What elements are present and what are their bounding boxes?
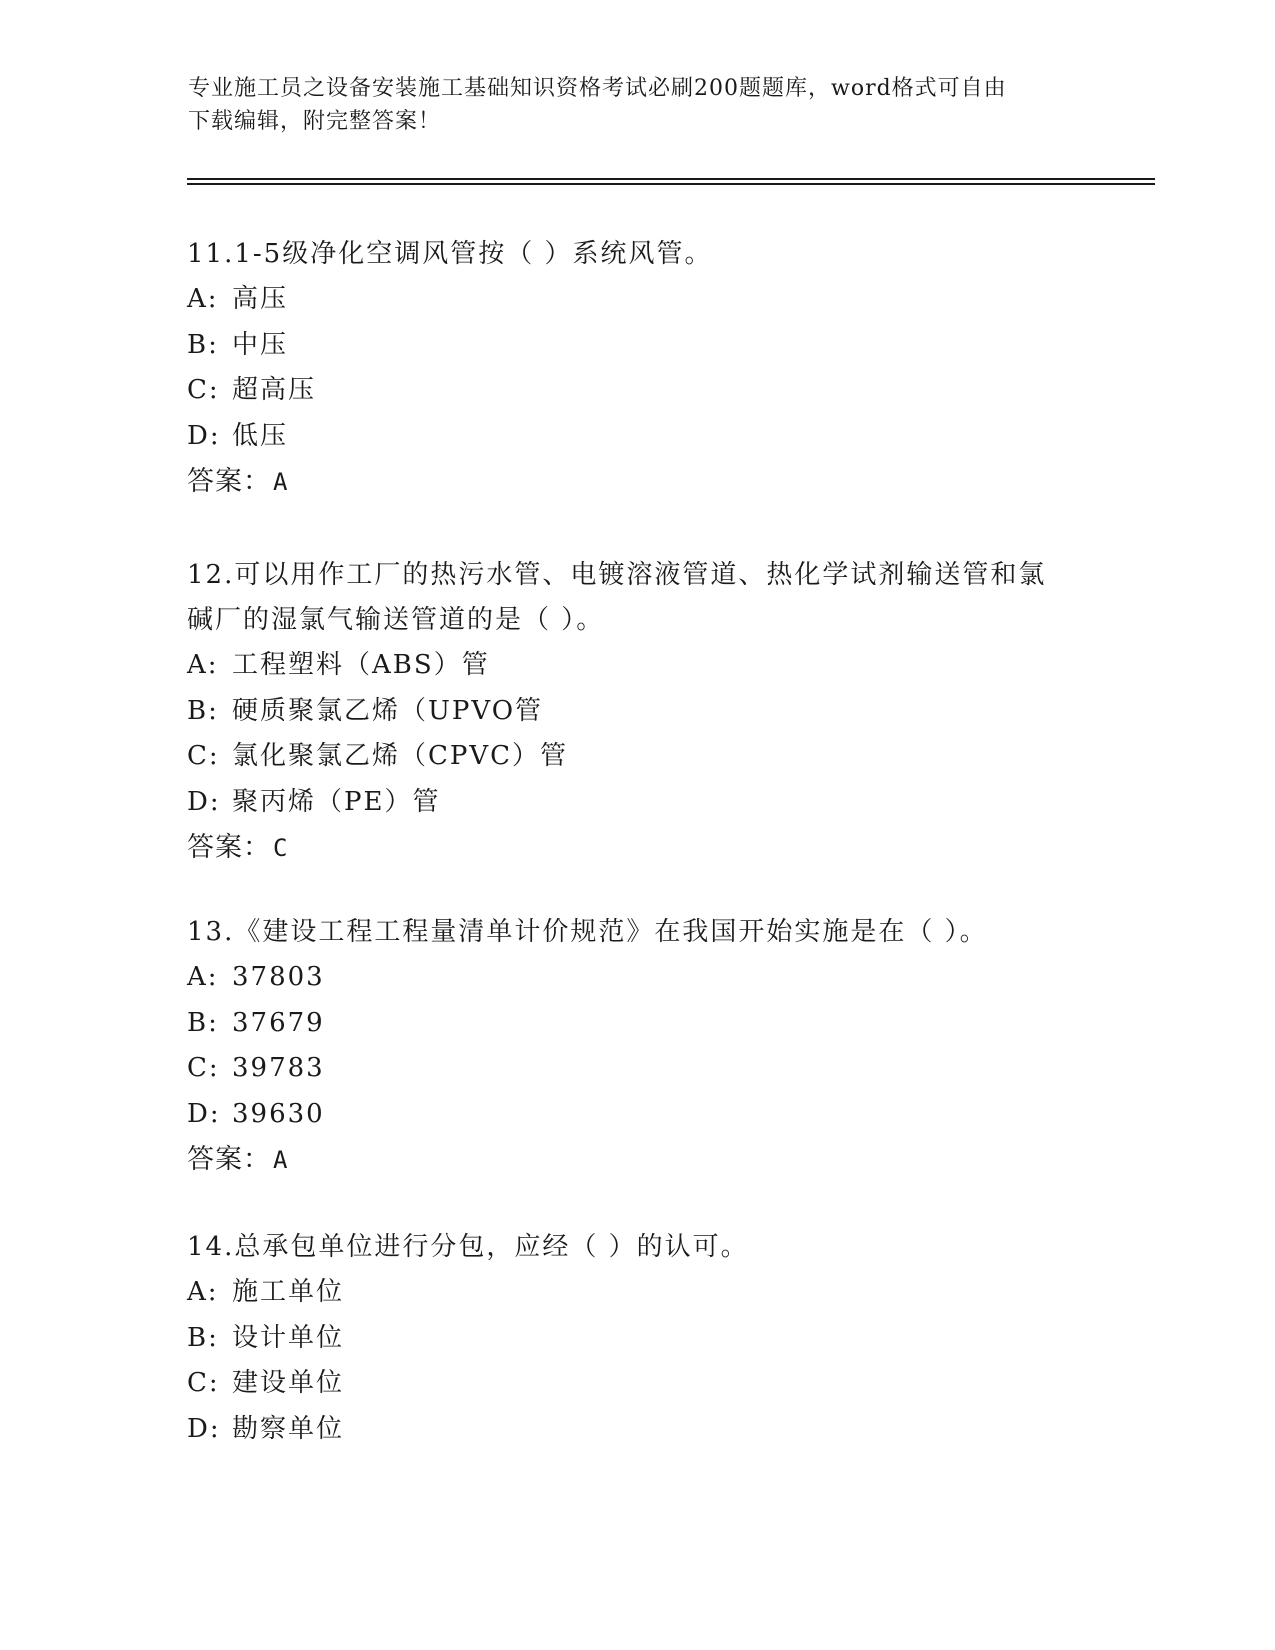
option-letter: B:	[187, 1007, 219, 1038]
option-text: 聚丙烯（PE）管	[232, 786, 441, 817]
option-d	[187, 414, 1087, 460]
header-line-1: 专业施工员之设备安装施工基础知识资格考试必刷200题题库，word格式可自由	[188, 76, 1007, 101]
option-text: 37803	[232, 962, 325, 992]
option-letter: D:	[187, 1098, 221, 1129]
question-text: 13.《建设工程工程量清单计价规范》在我国开始实施是在（ ）。	[187, 917, 988, 947]
option-text: 中压	[232, 329, 289, 360]
option-a	[187, 643, 1087, 689]
document-header	[188, 72, 1068, 138]
option-b	[187, 1001, 1087, 1047]
option-b	[187, 1316, 1087, 1362]
header-line-2: 下载编辑，附完整答案！	[188, 109, 442, 134]
option-letter: A:	[187, 1277, 219, 1307]
option-d	[187, 780, 1087, 826]
option-letter: A:	[187, 284, 219, 314]
question-14	[187, 1225, 1087, 1452]
option-letter: C:	[187, 1368, 220, 1398]
option-text: 低压	[232, 420, 289, 451]
answer-line	[187, 825, 1087, 871]
option-letter: D:	[187, 420, 221, 451]
option-a	[187, 1270, 1087, 1316]
answer-label: 答案：	[187, 1144, 271, 1175]
option-text: 氯化聚氯乙烯（CPVC）管	[232, 741, 569, 771]
option-a	[187, 277, 1087, 323]
option-text: 设计单位	[232, 1322, 345, 1353]
header-rule-top	[187, 178, 1155, 180]
option-d	[187, 1407, 1087, 1453]
option-letter: B:	[187, 695, 219, 726]
option-letter: C:	[187, 741, 220, 771]
option-text: 39783	[232, 1053, 325, 1083]
option-a	[187, 955, 1087, 1001]
option-letter: A:	[187, 962, 219, 992]
question-text: 11.1-5级净化空调风管按（ ）系统风管。	[187, 239, 713, 269]
option-letter: C:	[187, 1053, 220, 1083]
option-letter: D:	[187, 1413, 221, 1444]
header-rule-bottom	[187, 183, 1155, 185]
option-text: 勘察单位	[232, 1413, 345, 1444]
answer-line	[187, 1137, 1087, 1183]
option-letter: A:	[187, 650, 219, 680]
answer-label: 答案：	[187, 466, 271, 497]
option-letter: B:	[187, 329, 219, 360]
option-text: 37679	[232, 1007, 325, 1038]
answer-value: A	[273, 1146, 289, 1174]
option-text: 高压	[232, 284, 289, 314]
option-text: 超高压	[232, 375, 317, 405]
question-12	[187, 553, 1087, 871]
question-text-line-1: 12.可以用作工厂的热污水管、电镀溶液管道、热化学试剂输送管和氯	[187, 560, 1047, 590]
option-letter: D:	[187, 786, 221, 817]
question-text-line-2: 碱厂的湿氯气输送管道的是（ ）。	[187, 605, 605, 635]
answer-value: A	[273, 468, 289, 496]
question-11	[187, 232, 1087, 505]
question-text: 14.总承包单位进行分包，应经（ ）的认可。	[187, 1232, 749, 1262]
answer-label: 答案：	[187, 832, 271, 863]
option-letter: B:	[187, 1322, 219, 1353]
option-d	[187, 1092, 1087, 1138]
option-c	[187, 734, 1087, 780]
answer-line	[187, 459, 1087, 505]
option-b	[187, 689, 1087, 735]
option-text: 工程塑料（ABS）管	[232, 650, 490, 680]
option-text: 施工单位	[232, 1277, 345, 1307]
option-text: 硬质聚氯乙烯（UPVO管	[232, 695, 544, 726]
option-letter: C:	[187, 375, 220, 405]
option-b	[187, 323, 1087, 369]
option-c	[187, 368, 1087, 414]
question-13	[187, 910, 1087, 1183]
option-c	[187, 1361, 1087, 1407]
option-text: 39630	[232, 1098, 325, 1129]
option-c	[187, 1046, 1087, 1092]
answer-value: C	[273, 834, 289, 862]
option-text: 建设单位	[232, 1368, 345, 1398]
